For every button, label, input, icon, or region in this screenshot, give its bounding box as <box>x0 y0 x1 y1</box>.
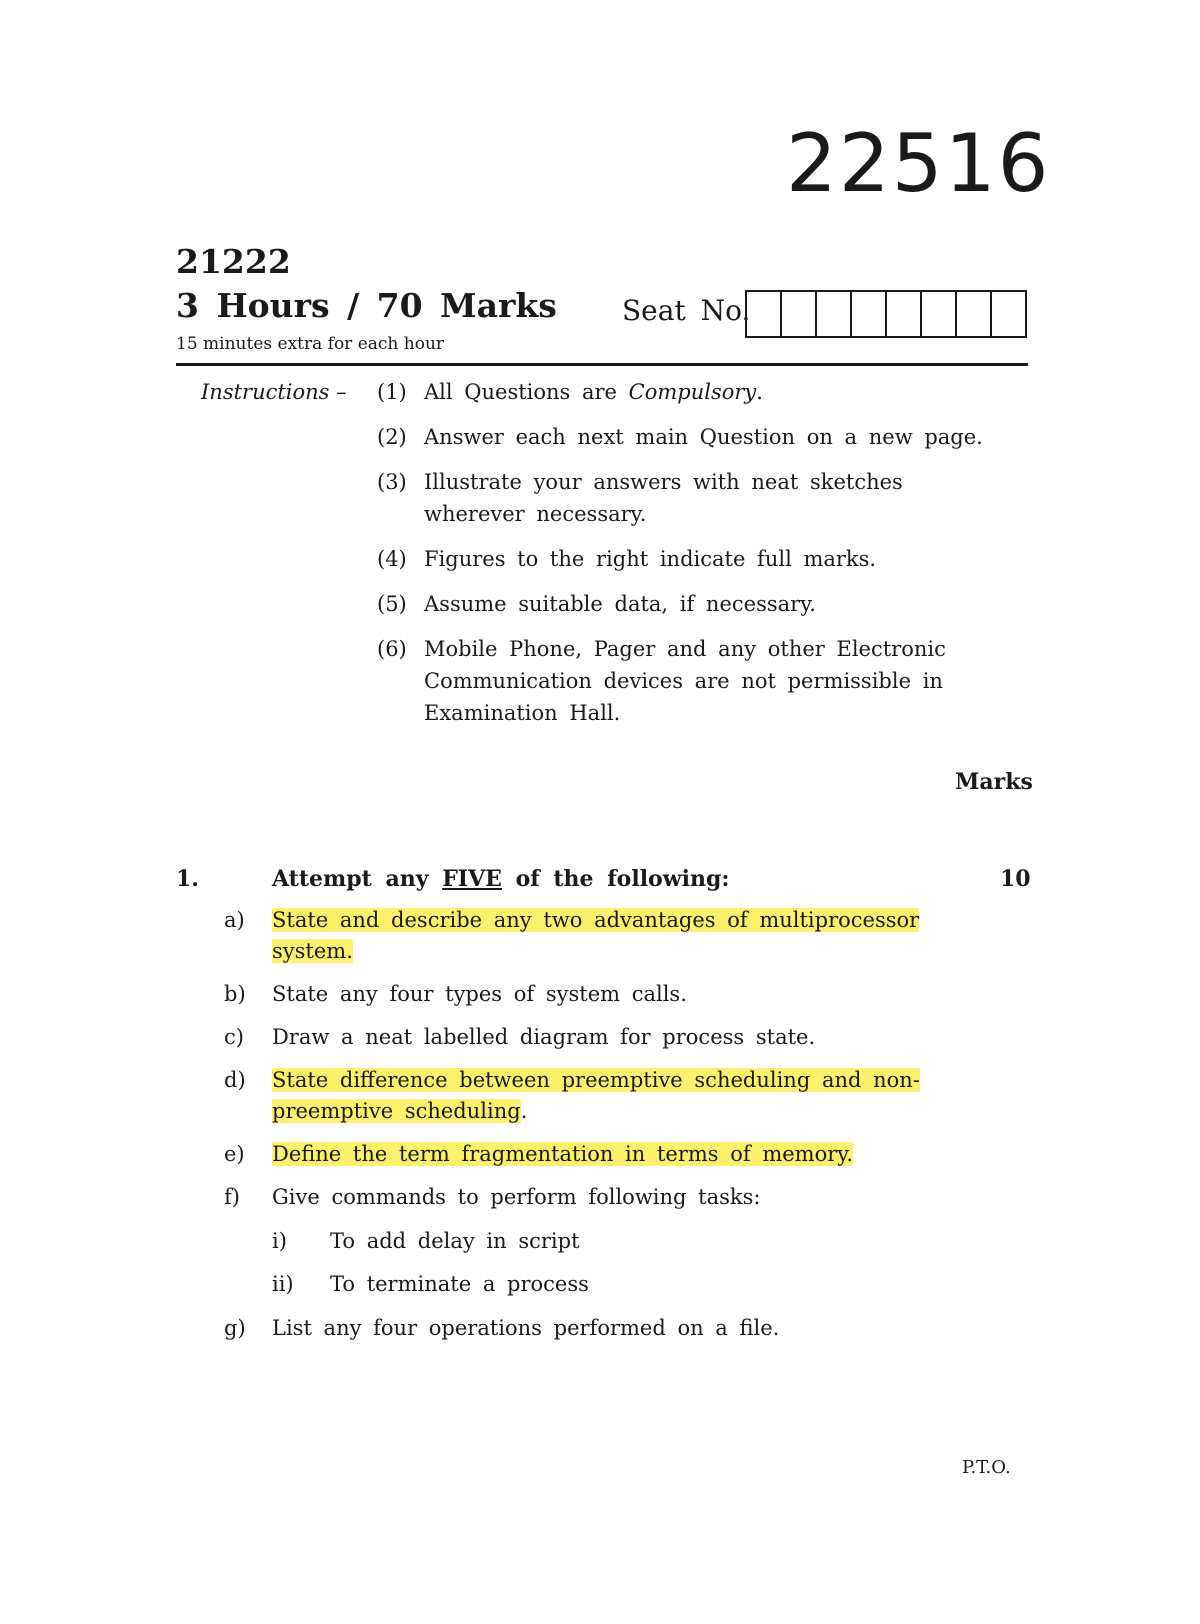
question-part <box>224 979 944 1010</box>
instruction-text: Mobile Phone, Pager and any other Electronic Communication devices are not permissible in Examination Hall. <box>424 637 946 725</box>
part-label: d) <box>224 1068 246 1092</box>
question-text-part: Attempt any <box>272 866 443 892</box>
instruction-text: Illustrate your answers with neat sketches wherever necessary. <box>424 470 903 526</box>
instruction-item <box>377 588 997 620</box>
question-part <box>224 1065 944 1127</box>
part-text-suffix: . <box>520 1099 528 1123</box>
question-text-part: of the following: <box>501 866 730 892</box>
instructions-list <box>377 376 997 742</box>
question-subpart <box>272 1269 589 1300</box>
part-label: a) <box>224 908 245 932</box>
part-text <box>272 905 944 967</box>
extra-time-note: 15 minutes extra for each hour <box>176 334 445 354</box>
instruction-number: (6) <box>377 637 407 661</box>
seat-digit-box[interactable] <box>817 292 852 336</box>
instruction-number: (2) <box>377 425 407 449</box>
instruction-text <box>424 376 997 408</box>
seat-digit-box[interactable] <box>887 292 922 336</box>
instruction-item <box>377 633 997 729</box>
instructions-label: Instructions – <box>201 380 347 404</box>
question-part <box>224 1139 944 1170</box>
header-divider <box>176 363 1028 366</box>
paper-code: 21222 <box>176 242 291 281</box>
part-label: c) <box>224 1025 244 1049</box>
part-label: e) <box>224 1142 245 1166</box>
question-part <box>224 905 944 967</box>
instruction-item <box>377 466 997 530</box>
subpart-text: To terminate a process <box>330 1272 589 1296</box>
instruction-item <box>377 376 997 408</box>
part-text: Draw a neat labelled diagram for process state. <box>272 1025 816 1049</box>
instruction-text: Figures to the right indicate full marks. <box>424 547 877 571</box>
part-text: State any four types of system calls. <box>272 982 687 1006</box>
question-part <box>224 1313 779 1344</box>
seat-digit-box[interactable] <box>992 292 1025 336</box>
instruction-item <box>377 543 997 575</box>
part-text: List any four operations performed on a file. <box>272 1316 780 1340</box>
subpart-text: To add delay in script <box>330 1229 580 1253</box>
subject-code: 22516 <box>786 117 1051 210</box>
seat-digit-box[interactable] <box>957 292 992 336</box>
highlighted-text: State difference between preemptive scheduling and non-preemptive scheduling <box>272 1068 920 1123</box>
question-marks: 10 <box>1000 866 1031 892</box>
part-text <box>272 1065 944 1127</box>
highlighted-text: State and describe any two advantages of multiprocessor system. <box>272 908 920 963</box>
question-text <box>272 864 730 894</box>
instruction-text: Assume suitable data, if necessary. <box>424 592 816 616</box>
seat-number-boxes[interactable] <box>745 290 1027 338</box>
question-parts <box>224 905 944 1225</box>
seat-digit-box[interactable] <box>747 292 782 336</box>
seat-number-label: Seat No. <box>622 294 751 327</box>
instruction-text-italic: Compulsory <box>628 380 757 404</box>
instruction-number: (4) <box>377 547 407 571</box>
instruction-number: (1) <box>377 380 407 404</box>
part-label: g) <box>224 1316 246 1340</box>
seat-digit-box[interactable] <box>782 292 817 336</box>
seat-digit-box[interactable] <box>922 292 957 336</box>
seat-digit-box[interactable] <box>852 292 887 336</box>
part-text: Give commands to perform following tasks: <box>272 1185 761 1209</box>
question-number: 1. <box>176 866 199 892</box>
question-subparts <box>272 1226 589 1312</box>
instruction-item <box>377 421 997 453</box>
highlighted-text: Define the term fragmentation in terms of memory. <box>272 1142 854 1166</box>
part-text <box>272 1139 944 1170</box>
question-text-underlined: FIVE <box>442 866 502 892</box>
part-label: f) <box>224 1185 240 1209</box>
instruction-text-part: . <box>756 380 763 404</box>
subpart-label: i) <box>272 1229 287 1253</box>
subpart-label: ii) <box>272 1272 294 1296</box>
question-subpart <box>272 1226 589 1257</box>
instruction-text: Answer each next main Question on a new page. <box>424 425 983 449</box>
instruction-text-part: All Questions are <box>424 380 629 404</box>
question-part <box>224 1182 944 1213</box>
question-part <box>224 1022 944 1053</box>
please-turn-over: P.T.O. <box>962 1457 1011 1478</box>
instruction-number: (3) <box>377 470 407 494</box>
marks-column-header: Marks <box>955 769 1033 795</box>
part-label: b) <box>224 982 246 1006</box>
exam-duration: 3 Hours / 70 Marks <box>176 286 557 325</box>
instruction-number: (5) <box>377 592 407 616</box>
